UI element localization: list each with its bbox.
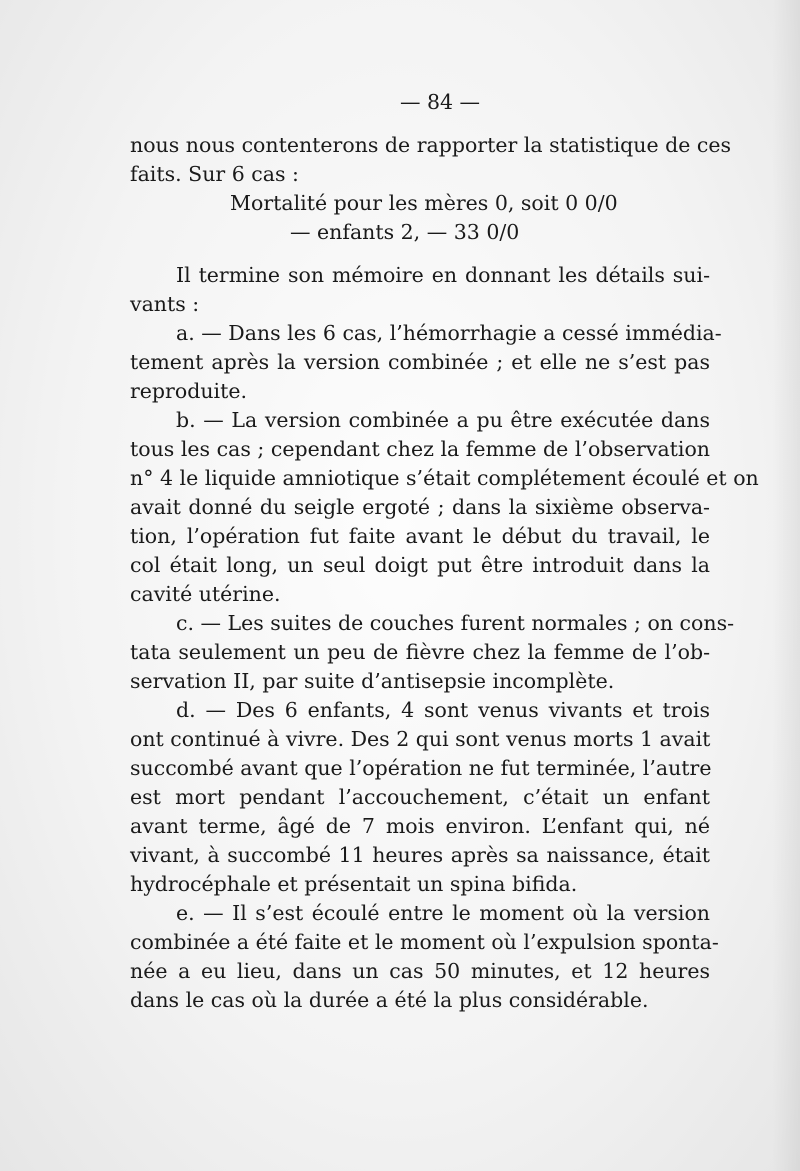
text-line: née a eu lieu, dans un cas 50 minutes, et 12 heures <box>130 959 710 983</box>
text-line: est mort pendant l’accouchement, c’était un enfant <box>130 785 710 809</box>
text-line: vivant, à succombé 11 heures après sa naissance, était <box>130 843 710 867</box>
text-line: ont continué à vivre. Des 2 qui sont venus morts 1 avait <box>130 727 711 751</box>
text-line: servation II, par suite d’antisepsie incomplète. <box>130 669 615 693</box>
text-line: nous nous contenterons de rapporter la statistique de ces <box>130 133 732 157</box>
text-line: succombé avant que l’opération ne fut terminée, l’autre <box>130 756 712 780</box>
text-line: Il termine son mémoire en donnant les détails sui- <box>176 263 710 287</box>
text-line: avait donné du seigle ergoté ; dans la sixième observa- <box>130 495 710 519</box>
page-edge-shadow <box>772 0 800 1171</box>
text-line: c. — Les suites de couches furent normales ; on cons- <box>176 611 735 635</box>
text-line: combinée a été faite et le moment où l’expulsion sponta- <box>130 930 719 954</box>
text-line: b. — La version combinée a pu être exécutée dans <box>176 408 710 432</box>
text-line: hydrocéphale et présentait un spina bifida. <box>130 872 578 896</box>
text-line: col était long, un seul doigt put être introduit dans la <box>130 553 710 577</box>
text-line: d. — Des 6 enfants, 4 sont venus vivants et trois <box>176 698 710 722</box>
text-line: tement après la version combinée ; et elle ne s’est pas <box>130 350 710 374</box>
text-line: dans le cas où la durée a été la plus considérable. <box>130 988 649 1012</box>
text-line: avant terme, âgé de 7 mois environ. L’enfant qui, né <box>130 814 710 838</box>
text-line: reproduite. <box>130 379 247 403</box>
text-line: tous les cas ; cependant chez la femme de l’observation <box>130 437 710 461</box>
text-line: tata seulement un peu de fièvre chez la femme de l’ob- <box>130 640 710 664</box>
statistics-line: Mortalité pour les mères 0, soit 0 0/0 <box>230 191 618 215</box>
text-line: a. — Dans les 6 cas, l’hémorrhagie a cessé immédia- <box>176 321 722 345</box>
text-line: n° 4 le liquide amniotique s’était complétement écoulé et on <box>130 466 759 490</box>
text-line: e. — Il s’est écoulé entre le moment où la version <box>176 901 710 925</box>
statistics-line: — enfants 2, — 33 0/0 <box>290 220 520 244</box>
text-line: vants : <box>130 292 200 316</box>
page-text <box>130 88 759 1015</box>
text-line: tion, l’opération fut faite avant le début du travail, le <box>130 524 710 548</box>
text-line: cavité utérine. <box>130 582 281 606</box>
text-line: faits. Sur 6 cas : <box>130 162 299 186</box>
page-number: — 84 — <box>399 90 481 114</box>
